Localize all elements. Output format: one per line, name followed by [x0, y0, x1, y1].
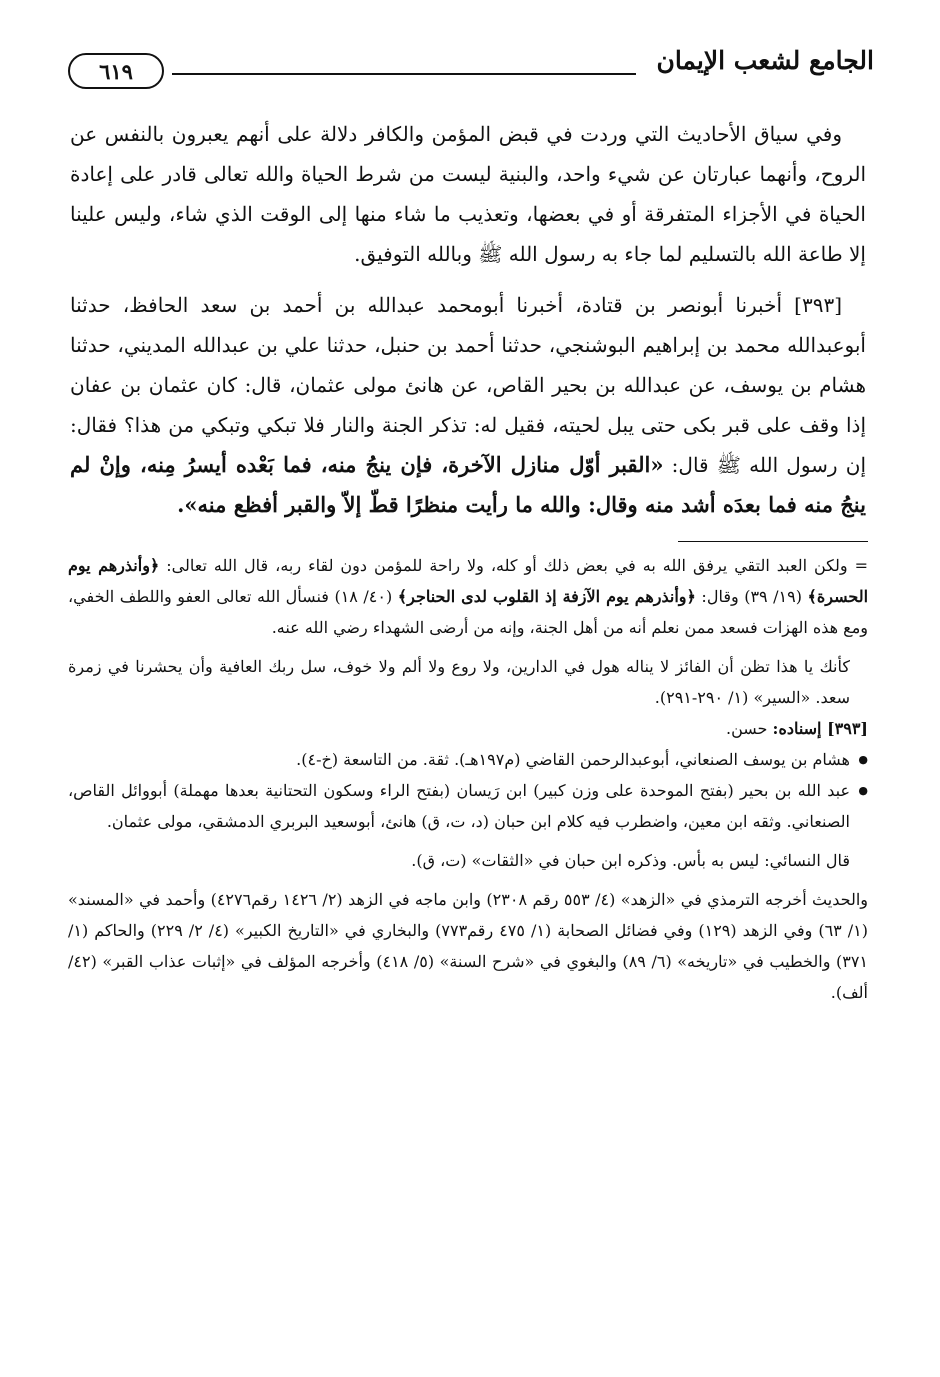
paragraph-hadith-393	[70, 285, 866, 525]
footnote-text: (١٩/ ٣٩) وقال:	[695, 587, 808, 606]
footnote-continuation	[68, 550, 868, 643]
page-number: ٦١٩	[68, 53, 164, 89]
running-title: الجامع لشعب الإيمان	[656, 46, 874, 75]
main-text	[70, 114, 866, 525]
takhrij-note: والحديث أخرجه الترمذي في «الزهد» (٤/ ٥٥٣ رقم ٢٣٠٨) وابن ماجه في الزهد (٢/ ١٤٢٦ رقم٤٢٧٦) وأحمد في «المسند» (١/ ٦٣) وفي الزهد (١٢٩) وفي فضائل الصحابة (١/ ٤٧٥ رقم٧٧٣) والبخاري في «التاريخ الكبير» (٤/ ٢/ ٢٢٩) والحاكم (١/ ٣٧١) والخطيب في «تاريخه» (٦/ ٨٩) والبغوي في «شرح السنة» (٥/ ٤١٨) وأخرجه المؤلف في «إثبات عذاب القبر» (٤٢/ألف).	[68, 890, 869, 1002]
page-header	[62, 42, 874, 102]
narrator-hisham: ● هشام بن يوسف الصنعاني، أبوعبدالرحمن القاضي (م١٩٧هـ). ثقة. من التاسعة (خ-٤).	[68, 744, 868, 775]
footnotes	[68, 550, 868, 1008]
header-rule	[172, 73, 636, 75]
footnote-text: = ولكن العبد التقي يرفق الله به في بعض ذلك أو كله، ولا راحة للمؤمن دون لقاء ربه، قال الله تعالى:	[159, 556, 868, 575]
footnote-siyar: كأنك يا هذا تظن أن الفائز لا يناله هول في الدارين، ولا روع ولا ألم ولا خوف، سل ربك العافية وأن يحشرنا في زمرة سعد. «السير» (١/ ٢٩٠-٢٩١).	[68, 657, 850, 707]
isnad-value: حسن.	[726, 719, 773, 738]
quran-quote: ﴿وأنذرهم يوم الحسرة﴾	[68, 556, 869, 606]
paragraph-commentary: وفي سياق الأحاديث التي وردت في قبض المؤمن والكافر دلالة على أنهم يعبرون بالنفس عن الروح، وأنهما عبارتان عن شيء واحد، والبنية ليست من شرط الحياة والله تعالى قادر على إعادة الحياة في الأجزاء المتفرقة أو في بعضها، وتعذيب ما شاء منها إلى الوقت الذي شاء، وليس علينا إلا طاعة الله بالتسليم لما جاء به رسول الله ﷺ وبالله التوفيق.	[70, 122, 867, 266]
quran-quote: ﴿وأنذرهم يوم الآزفة إذ القلوب لدى الحناجر﴾	[397, 587, 696, 606]
nasai-note: قال النسائي: ليس به بأس. وذكره ابن حبان في «الثقات» (ت، ق).	[411, 851, 850, 870]
hadith-chain: [٣٩٣] أخبرنا أبونصر بن قتادة، أخبرنا أبومحمد عبدالله بن أحمد بن سعد الحافظ، حدثنا أبوعبدالله محمد بن إبراهيم البوشنجي، حدثنا أحمد بن حنبل، حدثنا علي بن عبدالله المديني، حدثنا هشام بن يوسف، عن عبدالله بن بحير القاص، عن هانئ مولى عثمان، قال: كان عثمان بن عفان إذا وقف على قبر بكى حتى يبل لحيته، فقيل له: تذكر الجنة والنار فلا تبكي وتبكي من هذا؟ فقال: إن رسول الله ﷺ قال:	[70, 293, 867, 477]
footnote-separator	[678, 541, 868, 542]
isnad-line	[68, 713, 868, 744]
footnote-text: (٤٠/ ١٨) فنسأل الله تعالى العفو واللطف الخفي، ومع هذه الهزات فسعد ممن نعلم أنه من أهل الجنة، وإنه من أرضى الشهداء رضي الله عنه.	[68, 587, 868, 637]
isnad-label: [٣٩٣] إسناده:	[772, 719, 868, 738]
book-page	[62, 42, 874, 1008]
narrator-abdullah: ● عبد الله بن بحير (بفتح الموحدة على وزن كبير) ابن رَيسان (بفتح الراء وسكون التحتانية بعدها مهملة) أبووائل القاص، الصنعاني. وثقه ابن معين، واضطرب فيه كلام ابن حبان (د، ت، ق) هانئ، أبوسعيد البربري الدمشقي، مولى عثمان.	[68, 775, 868, 837]
hadith-text: «القبر أوّل منازل الآخرة، فإن ينجُ منه، فما بَعْده أيسرُ مِنه، وإنْ لم ينجُ منه فما بعدَه أشد منه وقال: والله ما رأيت منظرًا قطّ إلاّ والقبر أفظع منه».	[70, 452, 866, 517]
